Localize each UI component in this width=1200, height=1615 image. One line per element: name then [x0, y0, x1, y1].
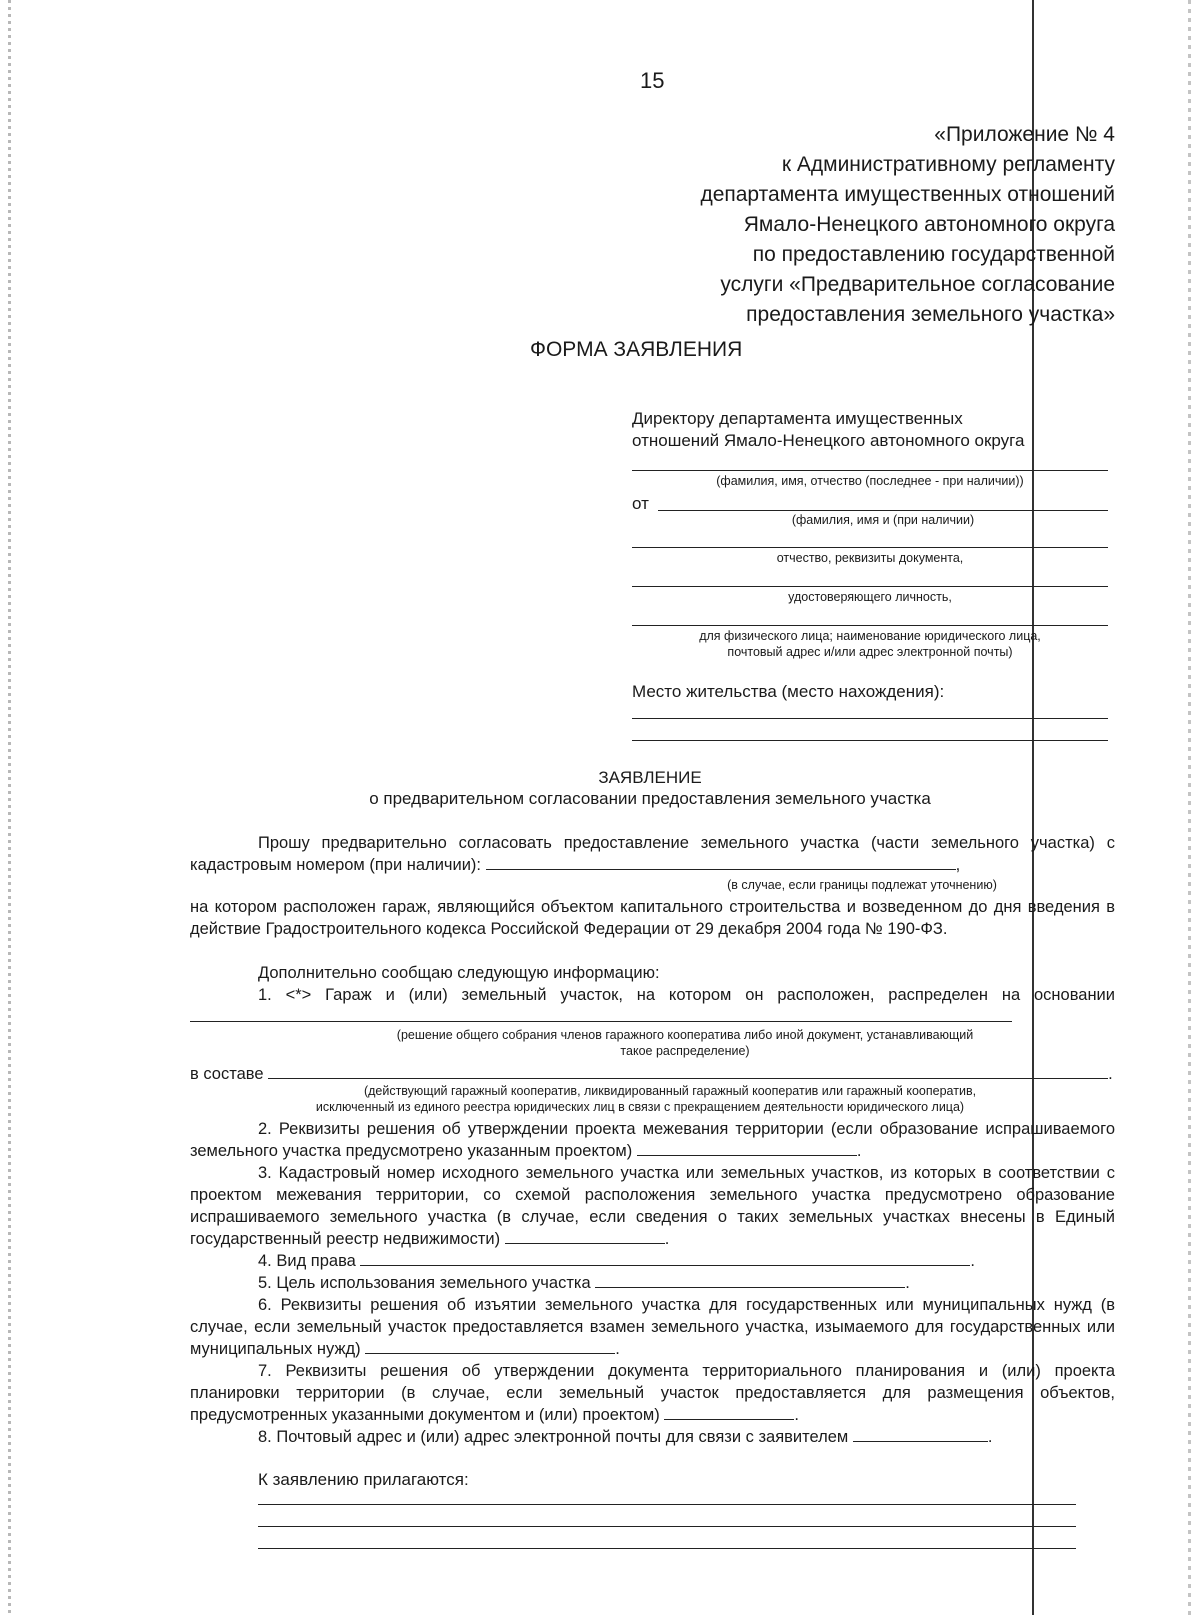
- appendix-line: услуги «Предварительное согласование: [720, 273, 1115, 296]
- item-8: 8. Почтовый адрес и (или) адрес электронной почты для связи с заявителем .: [258, 1428, 993, 1446]
- item-2-text: 2. Реквизиты решения об утверждении проекта межевания территории (если образование испрашиваемого земельного участка предусмотрено указанным проектом): [190, 1120, 1115, 1160]
- cadastral-number-field[interactable]: [486, 855, 956, 870]
- item-3-field[interactable]: [505, 1229, 665, 1244]
- appendix-block: [700, 120, 1115, 330]
- statement-subtitle: о предварительном согласовании предоставления земельного участка: [369, 789, 931, 808]
- item-1-note-3: (действующий гаражный кооператив, ликвидированный гаражный кооператив или гаражный кооператив,: [363, 1084, 977, 1098]
- paragraph-request: Прошу предварительно согласовать предоставление земельного участка (части земельного участка) с кадастровым номером (при наличии): ,: [190, 834, 1115, 874]
- residence-label: Место жительства (место нахождения):: [632, 682, 945, 701]
- appendix-line: «Приложение № 4: [934, 123, 1115, 146]
- addressee-line: Директору департамента имущественных: [632, 409, 963, 428]
- request-text: Прошу предварительно согласовать предоставление земельного участка (части земельного участка) с кадастровым номером (при наличии):: [190, 834, 1115, 874]
- page-number: 15: [640, 68, 665, 93]
- form-title: ФОРМА ЗАЯВЛЕНИЯ: [530, 338, 743, 361]
- item-1-basis-field[interactable]: [190, 1007, 1012, 1022]
- fill-line-identity[interactable]: [632, 586, 1108, 587]
- item-6-text: 6. Реквизиты решения об изъятии земельного участка для государственных или муниципальных нужд (в случае, если земельный участок предоставляется взамен земельного участка, изымаемого для государственных или муниципальных нужд): [190, 1296, 1115, 1358]
- note-fio: (фамилия, имя, отчество (последнее - при наличии)): [716, 474, 1024, 488]
- item-5: 5. Цель использования земельного участка .: [258, 1274, 910, 1292]
- note-identity: удостоверяющего личность,: [788, 590, 952, 604]
- item-5-text: 5. Цель использования земельного участка: [258, 1274, 591, 1292]
- fill-line-fio[interactable]: [632, 470, 1108, 471]
- appendix-line: к Административному регламенту: [781, 153, 1115, 176]
- paragraph-garage: на котором расположен гараж, являющийся объектом капитального строительства и возведенном до дня введения в действие Градостроительного кодекса Российской Федерации от 29 декабря 2004 года № 190-ФЗ.: [190, 898, 1115, 938]
- from-label: от: [632, 494, 649, 513]
- item-1-composition-field[interactable]: [268, 1064, 1108, 1079]
- note-fio-2: (фамилия, имя и (при наличии): [791, 513, 975, 527]
- appendix-line: Ямало-Ненецкого автономного округа: [743, 213, 1115, 236]
- appendix-line: по предоставлению государственной: [752, 243, 1115, 266]
- item-1-text: 1. <*> Гараж и (или) земельный участок, на котором он расположен, распределен на основании: [258, 986, 1115, 1004]
- appendix-line: предоставления земельного участка»: [746, 303, 1115, 326]
- item-8-text: 8. Почтовый адрес и (или) адрес электронной почты для связи с заявителем: [258, 1428, 849, 1446]
- attachment-line[interactable]: [258, 1548, 1076, 1549]
- attachment-line[interactable]: [258, 1504, 1076, 1505]
- item-3-text: 3. Кадастровый номер исходного земельного участка или земельных участков, из которых в соответствии с проектом межевания территории, со схемой расположения земельного участка предусмотрено образование испрашиваемого земельного участка (в случае, если сведения о таких земельных участках внесены в Единый государственный реестр недвижимости): [190, 1164, 1115, 1248]
- note-patronymic: отчество, реквизиты документа,: [776, 551, 964, 565]
- item-4-text: 4. Вид права: [258, 1252, 356, 1270]
- addressee-heading: [632, 408, 1112, 452]
- attachment-line[interactable]: [258, 1526, 1076, 1527]
- item-3: 3. Кадастровый номер исходного земельного участка или земельных участков, из которых в соответствии с проектом межевания территории, со схемой расположения земельного участка предусмотрено образование испрашиваемого земельного участка (в случае, если сведения о таких земельных участках внесены в Единый государственный реестр недвижимости) .: [190, 1164, 1115, 1248]
- item-1-note-2: такое распределение): [620, 1044, 750, 1058]
- statement-title: ЗАЯВЛЕНИЕ: [598, 768, 702, 787]
- item-4: 4. Вид права .: [258, 1252, 976, 1270]
- fill-line-patronymic[interactable]: [632, 547, 1108, 548]
- item-4-field[interactable]: [360, 1251, 970, 1266]
- note-legal-2: почтовый адрес и/или адрес электронной почты): [727, 645, 1013, 659]
- item-7-field[interactable]: [664, 1405, 794, 1420]
- fill-line-residence-1[interactable]: [632, 718, 1108, 719]
- item-1-composition: в составе .: [190, 1065, 1113, 1083]
- item-1: [190, 984, 1115, 1028]
- item-6-field[interactable]: [365, 1339, 615, 1354]
- item-7: 7. Реквизиты решения об утверждении документа территориального планирования и (или) проекта планировки территории (в случае, если земельный участок предоставляется для размещения объектов, предусмотренных указанными документом и (или) проектом) .: [190, 1362, 1115, 1424]
- note-legal-1: для физического лица; наименование юридического лица,: [699, 629, 1041, 643]
- note-boundaries: (в случае, если границы подлежат уточнению): [727, 878, 997, 892]
- addressee-line: отношений Ямало-Ненецкого автономного округа: [632, 431, 1025, 450]
- fill-line-residence-2[interactable]: [632, 740, 1108, 741]
- attachments-label: К заявлению прилагаются:: [258, 1470, 469, 1489]
- fill-line-from[interactable]: [658, 510, 1108, 511]
- item-1-composition-text: в составе: [190, 1065, 264, 1083]
- item-5-field[interactable]: [595, 1273, 905, 1288]
- item-1-note-4: исключенный из единого реестра юридических лиц в связи с прекращением деятельности юридического лица): [315, 1100, 965, 1114]
- item-6: 6. Реквизиты решения об изъятии земельного участка для государственных или муниципальных нужд (в случае, если земельный участок предоставляется взамен земельного участка, изымаемого для государственных или муниципальных нужд) .: [190, 1296, 1115, 1358]
- item-1-note-1: (решение общего собрания членов гаражного кооператива либо иной документ, устанавливающий: [396, 1028, 974, 1042]
- paragraph-additional: Дополнительно сообщаю следующую информацию:: [258, 964, 660, 982]
- item-2: 2. Реквизиты решения об утверждении проекта межевания территории (если образование испрашиваемого земельного участка предусмотрено указанным проектом) .: [190, 1120, 1115, 1160]
- item-8-field[interactable]: [853, 1427, 988, 1442]
- item-7-text: 7. Реквизиты решения об утверждении документа территориального планирования и (или) проекта планировки территории (в случае, если земельный участок предоставляется для размещения объектов, предусмотренных указанными документом и (или) проектом): [190, 1362, 1115, 1424]
- appendix-line: департамента имущественных отношений: [700, 183, 1115, 206]
- fill-line-legal[interactable]: [632, 625, 1108, 626]
- item-2-field[interactable]: [637, 1141, 857, 1156]
